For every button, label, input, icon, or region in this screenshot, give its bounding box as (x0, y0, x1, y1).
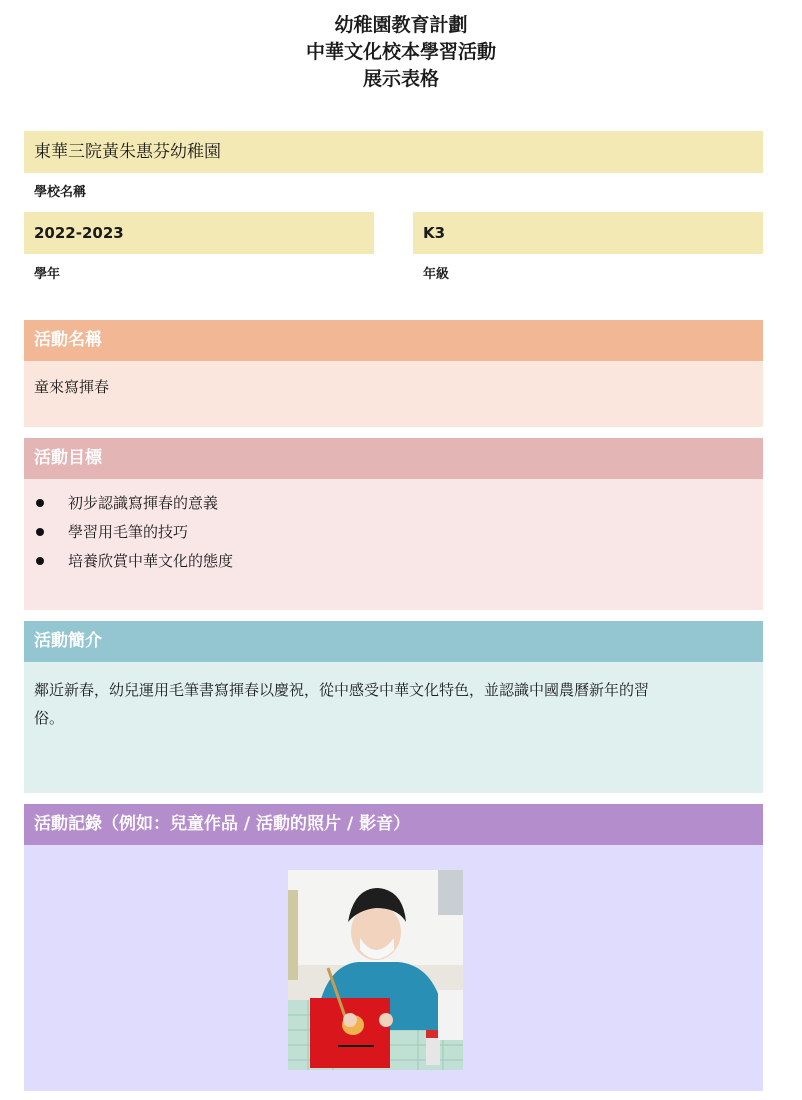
activity-name-header: 活動名稱 (24, 320, 763, 361)
objective-item (24, 518, 763, 547)
objectives-list (24, 479, 763, 576)
objectives-body (24, 479, 763, 610)
activity-name-value: 童來寫揮春 (34, 378, 110, 396)
intro-line: 鄰近新春，幼兒運用毛筆書寫揮春以慶祝，從中感受中華文化特色，並認識中國農曆新年的習 (34, 681, 650, 699)
grade-field: K3 (413, 212, 763, 254)
objective-item (24, 489, 763, 518)
intro-line: 俗。 (34, 709, 65, 727)
record-header: 活動記錄（例如：兒童作品 / 活動的照片 / 影音） (24, 804, 763, 845)
year-field: 2022-2023 (24, 212, 374, 254)
activity-name-body (24, 361, 763, 427)
intro-header: 活動簡介 (24, 621, 763, 662)
objectives-header: 活動目標 (24, 438, 763, 479)
objective-text: 培養欣賞中華文化的態度 (68, 552, 234, 570)
bullet-icon (36, 528, 44, 536)
objective-text: 學習用毛筆的技巧 (68, 523, 189, 541)
school-name-field: 東華三院黃朱惠芬幼稚園 (24, 131, 763, 173)
intro-text (24, 662, 763, 732)
grade-label: 年級 (423, 267, 450, 282)
activity-photo (288, 870, 463, 1070)
intro-body (24, 662, 763, 793)
school-name-label: 學校名稱 (34, 185, 87, 200)
title-line-2: 中華文化校本學習活動 (305, 41, 496, 63)
title-line-3: 展示表格 (362, 68, 439, 90)
bullet-icon (36, 499, 44, 507)
objective-item (24, 547, 763, 576)
objective-text: 初步認識寫揮春的意義 (68, 494, 219, 512)
page-titles (0, 12, 802, 93)
bullet-icon (36, 557, 44, 565)
title-line-1: 幼稚園教育計劃 (334, 14, 468, 36)
year-label: 學年 (34, 267, 61, 282)
